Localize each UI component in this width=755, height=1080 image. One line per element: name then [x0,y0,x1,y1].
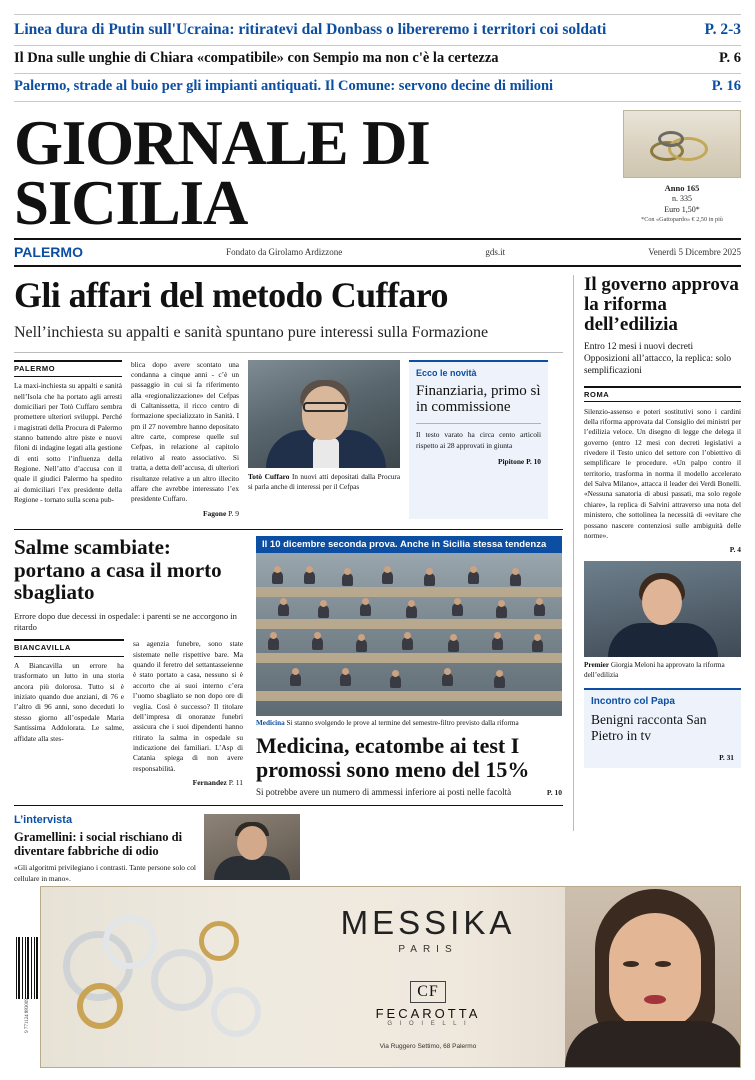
barcode-bars [16,937,38,999]
box-byline [416,457,541,466]
edition-year: Anno 165 [664,183,700,193]
ad-brand: MESSIKA [340,904,516,941]
ad-retailer [376,981,481,1050]
founder-credit: Fondato da Girolamo Ardizzone [226,246,343,257]
medicina-caption-lead: Medicina [256,719,285,728]
intervista-headline[interactable]: Gramellini: i social rischiano di diventare fabbriche di odio [14,829,183,859]
teaser-text: Palermo, strade al buio per gli impianti antiquati. Il Comune: servono decine di milioni [14,78,554,94]
masthead-bar [14,240,741,267]
content-grid [14,273,741,883]
ad-panel[interactable] [40,886,741,1068]
medicina-caption-text: Si stanno svolgendo le prove al termine del semestre-filtro previsto dalla riforma [286,719,519,728]
salme-article [14,536,246,797]
lead-article [14,360,563,520]
lead-byline [131,509,239,520]
ad-jewelry-image [41,887,291,1067]
lead-text-2: blica dopo avere scontato una condanna a cinque anni - c’è un passaggio in cui si fa riferimento alla «regionalizzazione» del Cefpas di Caltanissetta, il ricco centro di formazione specializzato in Sanità. I pm il 27 novembre hanno depositato altre carte, comprese quelle sul Cefpas, in relazione al capitolo relativo al reato associativo. Si tratta, a detta dell’accusa, di ulteriori risultanze relative a un altro illecito affare che avrebbe interessato l’ex presidente Cuffaro. [131,359,239,504]
edition-info [623,183,741,224]
barcode [14,886,40,1068]
edition-number: n. 335 [672,194,692,204]
lead-photo-block [248,360,400,520]
photo-caption-name: Totò Cuffaro [248,471,290,481]
newspaper-title: GIORNALE DI SICILIA [14,108,430,238]
teaser-text: Linea dura di Putin sull'Ucraina: ritiratevi dal Donbass o libereremo i territori coi soldati [14,21,607,38]
intervista-kicker: L’intervista [14,813,73,826]
medicina-headline[interactable]: Medicina, ecatombe ai test I promossi sono meno del 15% [256,733,530,782]
right-body: Silenzio-assenso e poteri sostitutivi sono i cardini della riforma approvata dal Consiglio dei ministri per l’edilizia veloce. Un disegno di legge che delega il governo (entro 12 mesi con decreti legislativi a rivedere il Testo unico del settore con l’obiettivo di semplificare le procedure. «Un palpo contro il territorio, trasforma in norma il modello accelerato del Salva Milano», attacca il leader dei Verdi Bonelli. «Nessuna sanatoria di abusi passati, ma solo regole chiare», la replica di Salvini attraverso una nota del ministero, che sottolinea la necessità di «evitare che possano nascere contenziosi sulle ambiguità delle norme». [584,406,741,540]
lead-headline[interactable]: Gli affari del metodo Cuffaro [14,274,448,315]
retailer-address: Via Ruggero Settimo, 68 Palermo [379,1043,477,1050]
salme-text-1: A Biancavilla un errore ha trasformato un lutto in una storia ancora più dolorosa. Tutto si è iniziato quando due anziani, di 76 e l’altro di 96 anni, sono deceduti lo stesso giorno all’ospedale Maria Santissima Addolorata. Le salme, affidate alla stes- [14,661,124,743]
lecture-hall-photo [256,553,562,716]
teaser-page: P. 6 [718,50,741,66]
medicina-banner: Il 10 dicembre seconda prova. Anche in Sicilia stessa tendenza [256,536,562,553]
lead-byline-name: Fagone [202,508,227,518]
box-byline-name: Pipitone [497,456,525,466]
top-teasers [14,0,741,102]
teaser-row[interactable] [14,14,741,46]
barcode-number: 9 771124 883009 [24,997,30,1033]
right-box-page: P. 31 [719,752,734,762]
lead-text-1: La maxi-inchiesta su appalti e sanità nell’Isola che ha portato agli arresti domiciliari per Totò Cuffaro sembra promettere ulteriori sviluppi. Perché i magistrati della Procura di Palermo stanno battendo altre piste e nuovi filoni di indagine legati alla gestione di enti sotto l’influenza della Regione. Nell’atto d’accusa con il quale il giudici Palermo ha spedito ai domiciliari l’ex presidente della Regione - tornato sulla scena pub- [14,381,122,505]
right-deck: Entro 12 mesi i nuovi decreti Opposizioni all’attacco, la replica: solo semplificazioni [584,342,732,376]
intervista-body: «Gli algoritmi privilegiano i contrasti. Tante persone solo col cellulare in mano». [14,863,196,883]
main-column [14,274,574,883]
teaser-text: Il Dna sulle unghie di Chiara «compatibile» con Sempio ma non c'è la certezza [14,50,499,66]
retailer-logo: CF [410,981,446,1003]
salme-column-1 [14,639,124,788]
medicina-page: P. 10 [546,787,562,797]
photo-caption-text: In nuovi atti depositati dalla Procura si parla anche di interessi per il Cefpas [248,472,401,492]
jewelry-promo-image [623,110,741,178]
box-title: Finanziaria, primo sì in commissione [416,382,541,416]
right-box-kicker: Incontro col Papa [591,696,675,708]
lead-column-1 [14,360,122,520]
right-box-title: Benigni racconta San Pietro in tv [591,712,707,743]
teaser-row[interactable] [14,46,741,74]
ad-model-photo [565,887,740,1067]
right-page: P. 4 [729,545,741,555]
right-caption-text: Giorgia Meloni ha approvato la riforma dell’edilizia [584,661,725,680]
right-column [574,275,741,831]
lead-subhead: Nell’inchiesta su appalti e sanità spuntano pure interessi sulla Formazione [14,324,489,342]
edition-price: Euro 1,50* [664,205,700,215]
right-photo-caption [584,660,741,680]
salme-column-2 [133,639,243,788]
retailer-name: FECAROTTA [375,1006,481,1021]
teaser-page: P. 2-3 [704,21,741,38]
salme-headline[interactable]: Salme scambiate: portano a casa il morto sbagliato [14,535,222,604]
teaser-page: P. 16 [711,78,741,94]
medicina-photo-caption [256,719,562,727]
medicina-deck-row [256,787,562,797]
bottom-advertisement[interactable] [14,886,741,1068]
gramellini-photo [204,814,300,880]
salme-text-2: sa agenzia funebre, sono state sistemate nelle rispettive bare. Ma quando il feretro del settantasseienne è stato portato a casa, nessuno si è accorto che ai suoi interno c’era l’uomo sbagliato se non dopo ore di veglia. Così è successo? Il titolare dell’impresa di onoranze funebri assicura che i suoi dipendenti hanno ritirato la salma in ospedale su indicazione dei familiari. L’Asp di Catania spiega di non avere responsabilità. [133,639,243,773]
cuffaro-photo [248,360,400,468]
ad-brand-sub: PARIS [398,944,458,955]
right-caption-name: Premier [584,661,610,670]
salme-kicker: BIANCAVILLA [14,639,124,657]
issue-date: Venerdì 5 Dicembre 2025 [648,246,741,257]
salme-byline-name: Fernandez [192,778,227,788]
edition-city: PALERMO [14,243,83,260]
salme-deck: Errore dopo due decessi in ospedale: i parenti se ne accorgono in ritardo [14,611,237,633]
salme-byline-page: P. 11 [228,778,243,788]
edition-price-note: *Con «Gattopardo» € 2,50 in più [641,216,723,224]
retailer-tagline: G I O I E L L I [387,1021,469,1027]
teaser-row[interactable] [14,74,741,102]
right-headline[interactable]: Il governo approva la riforma dell’edilizia [584,273,739,335]
finanziaria-box[interactable] [409,360,548,520]
masthead [14,108,741,238]
box-kicker: Ecco le novità [416,367,477,378]
lead-photo-caption [248,472,400,493]
box-body: Il testo varato ha circa cento articoli rispetto ai 28 approvati in giunta [416,430,541,450]
medicina-article [256,536,562,797]
lead-column-2 [131,360,239,520]
website-url[interactable]: gds.it [485,246,506,257]
box-byline-page: P. 10 [526,456,541,466]
benigni-box[interactable] [584,688,741,767]
ad-text-block [291,887,565,1067]
meloni-photo [584,561,741,657]
medicina-deck: Si potrebbe avere un numero di ammessi inferiore ai posti nelle facoltà [256,786,512,797]
lead-kicker: PALERMO [14,360,122,378]
intervista-article [14,814,563,898]
lead-byline-page: P. 9 [228,508,239,518]
right-kicker: ROMA [584,386,741,402]
masthead-promo [623,110,741,224]
salme-byline [133,778,243,789]
